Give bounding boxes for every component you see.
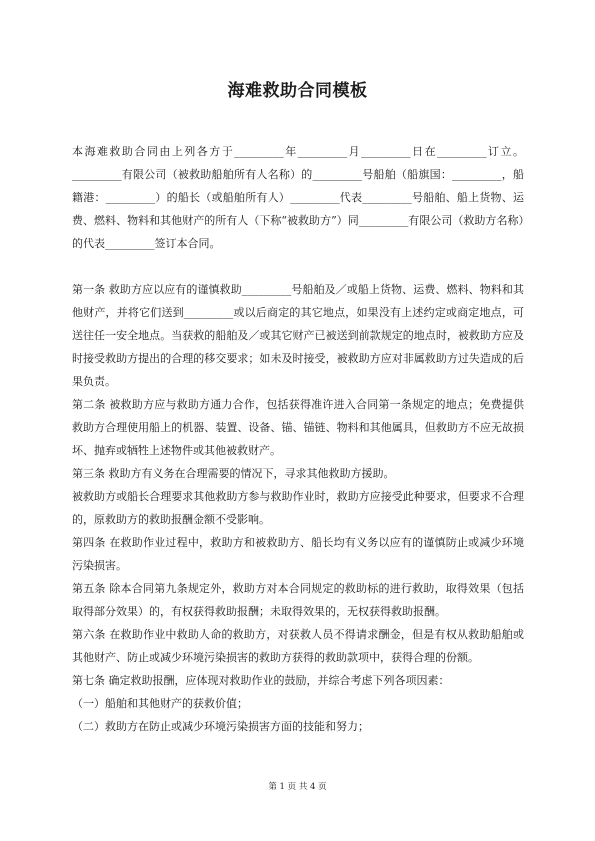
clause-7-item-2: （二）救助方在防止或减少环境污染损害方面的技能和努力；	[72, 720, 369, 733]
clause-7-item-1: （一）船舶和其他财产的获救价值；	[72, 697, 248, 710]
clause-4: 第四条 在救助作业过程中，救助方和被救助方、船长均有义务以应有的谨慎防止或减少环境污染损害。	[72, 536, 524, 572]
paragraph-gap	[72, 255, 524, 278]
clause-3-continued: 被救助方或船长合理要求其他救助方参与救助作业时，救助方应接受此种要求，但要求不合理的，原救助方的救助报酬金额不受影响。	[72, 490, 524, 526]
clause-7: 第七条 确定救助报酬，应体现对救助作业的鼓励，并综合考虑下列各项因素：	[72, 674, 450, 687]
clause-6: 第六条 在救助作业中救助人命的救助方，对获救人员不得请求酬金，但是有权从救助船舶或其他财产、防止或减少环境污染损害的救助方获得的救助款项中，获得合理的份额。	[72, 628, 524, 664]
document-body	[72, 140, 524, 738]
clause-2: 第二条 被救助方应与救助方通力合作，包括获得准许进入合同第一条规定的地点；免费提供救助方合理使用船上的机器、装置、设备、锚、锚链、物料和其他属具，但救助方不应无故损坏、抛弃或牺牲上述物件或其他被救财产。	[72, 398, 524, 457]
clause-5: 第五条 除本合同第九条规定外，救助方对本合同规定的救助标的进行救助，取得效果（包括取得部分效果）的，有权获得救助报酬；未取得效果的，无权获得救助报酬。	[72, 582, 524, 618]
document-title: 海难救助合同模板	[227, 81, 368, 101]
clause-1: 第一条 救助方应以应有的谨慎救助_________号船舶及／或船上货物、运费、燃料、物料和其他财产，并将它们送到_________或以后商定的其它地点，如果没有上述约定或商定地点，可送往任一安全地点。当获救的船舶及／或其它财产已被送到前款规定的地点时，被救助方应及时接受救助方提出的合理的移交要求；如未及时接受，被救助方应对非属救助方过失造成的后果负责。	[72, 283, 524, 388]
page-footer: 第 1 页 共 4 页	[268, 782, 327, 792]
clause-3: 第三条 救助方有义务在合理需要的情况下，寻求其他救助方援助。	[72, 467, 395, 480]
intro-paragraph: 本海难救助合同由上列各方于_________年_________月_________日在_________订立。_________有限公司（被救助船舶所有人名称）的_________号船舶（船旗国：_________，船籍港：_________）的船长（或船舶所有人）_________代表_________号船舶、船上货物、运费、燃料、物料和其他财产的所有人（下称“被救助方”）同_________有限公司（救助方名称）的代表_________签订本合同。	[72, 145, 524, 250]
